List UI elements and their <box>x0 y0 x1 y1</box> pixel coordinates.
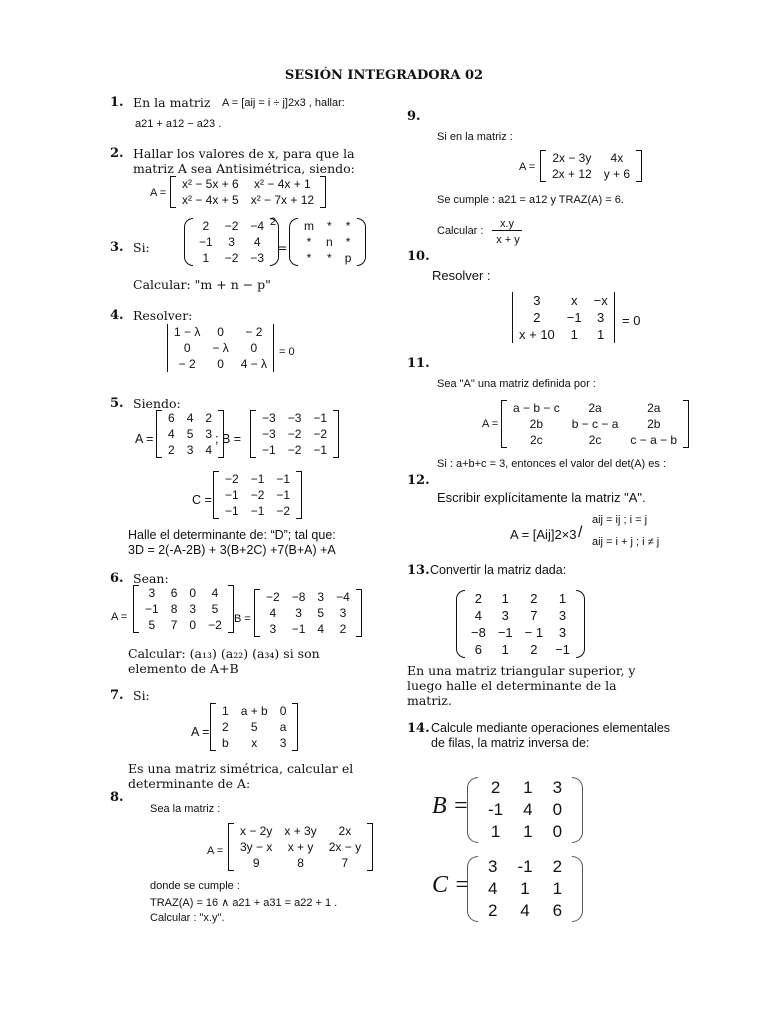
problem-4-text: Resolver: <box>133 308 193 323</box>
problem-14-matrix-b: 2 1 3 -1 4 0 1 1 0 <box>467 777 583 843</box>
problem-6-matrix-b: −2 −8 3 −4 4 3 5 3 3 −1 4 2 <box>254 589 362 637</box>
problem-4-determinant: 1 − λ 0 − 2 0 − λ 0 − 2 0 4 − λ <box>167 324 274 372</box>
problem-1-text: En la matriz <box>133 95 211 110</box>
problem-2-lhs: A = <box>150 187 167 199</box>
problem-13-text: Convertir la matriz dada: <box>430 563 567 577</box>
problem-5-matrix-c: −2 −1 −1 −1 −2 −1 −1 −1 −2 <box>213 471 302 519</box>
problem-10-number: 10. <box>407 249 430 264</box>
problem-6-matrix-a: 3 6 0 4 −1 8 3 5 5 7 0 −2 <box>133 585 234 633</box>
problem-10-determinant: 3 x −x 2 −1 3 x + 10 1 1 <box>512 292 615 343</box>
problem-5-number: 5. <box>110 396 124 411</box>
problem-7-matrix: 1 a + b 0 2 5 a b x 3 <box>210 703 298 751</box>
problem-11-lhs: A = <box>482 418 499 430</box>
problem-14-text-2: de filas, la matriz inversa de: <box>431 736 590 750</box>
problem-14-text-1: Calcule mediante operaciones elementales <box>431 721 671 735</box>
problem-12-number: 12. <box>407 473 430 488</box>
problem-14-matrix-c: 3 -1 2 4 1 1 2 4 6 <box>467 856 583 922</box>
problem-5-lhs-c: C = <box>192 493 212 507</box>
problem-2-text-1: Hallar los valores de x, para que la <box>133 146 355 161</box>
problem-1-formula: A = [aij = i ÷ j]2x3 , hallar: <box>222 97 345 109</box>
problem-11-number: 11. <box>407 356 430 371</box>
problem-9-text: Si en la matriz : <box>437 131 513 143</box>
problem-2-matrix: x² − 5x + 6 x² − 4x + 1 x² − 4x + 5 x² − 7x + 12 <box>170 176 326 208</box>
problem-12-formula: A = [Aij]2×3 <box>510 527 577 542</box>
problem-3-right-matrix: m * * * n * * * p <box>289 218 366 266</box>
problem-5-matrix-a: 6 4 2 4 5 3 2 3 4 <box>156 410 224 458</box>
problem-12-text: Escribir explícitamente la matriz "A". <box>437 490 646 505</box>
problem-4-number: 4. <box>110 308 124 323</box>
problem-6-number: 6. <box>110 571 124 586</box>
problem-9-number: 9. <box>407 109 421 124</box>
problem-6-text: Sean: <box>133 571 169 586</box>
problem-3-text: Si: <box>133 240 150 255</box>
problem-8-lhs: A = <box>207 845 224 857</box>
problem-5-text-3: 3D = 2(-A-2B) + 3(B+2C) +7(B+A) +A <box>128 543 336 557</box>
problem-12-case-1: aij = ij ; i = j <box>592 514 648 526</box>
problem-2-text-2: matriz A sea Antisimétrica, siendo: <box>133 161 355 176</box>
problem-13-text-2: En una matriz triangular superior, y <box>407 663 636 678</box>
problem-3-equals: = <box>277 240 288 255</box>
problem-14-number: 14. <box>407 721 430 736</box>
problem-14-lhs-b: B = <box>432 793 469 819</box>
problem-6-lhs-a: A = <box>111 611 128 623</box>
problem-3-calc: Calcular: "m + n − p" <box>133 277 271 292</box>
problem-10-equals: = 0 <box>622 313 641 328</box>
problem-5-text-2: Halle el determinante de: “D”; tal que: <box>128 528 336 542</box>
problem-13-number: 13. <box>407 563 430 578</box>
problem-1-number: 1. <box>110 95 124 110</box>
problem-10-text: Resolver : <box>432 268 491 283</box>
problem-5-matrix-b: −3 −3 −1 −3 −2 −2 −1 −2 −1 <box>250 410 339 458</box>
problem-12-case-2: aij = i + j ; i ≠ j <box>592 536 660 548</box>
problem-9-matrix: 2x − 3y 4x 2x + 12 y + 6 <box>540 150 642 182</box>
problem-5-text: Siendo: <box>133 396 181 411</box>
problem-8-text: Sea la matriz : <box>150 803 221 815</box>
problem-13-text-3: luego halle el determinante de la <box>407 678 617 693</box>
problem-11-text: Sea "A" una matriz definida por : <box>437 378 596 390</box>
problem-8-matrix: x − 2y x + 3y 2x 3y − x x + y 2x − y 9 8 7 <box>228 823 373 871</box>
problem-6-text-3: elemento de A+B <box>128 661 239 676</box>
problem-12-slash: / <box>578 524 583 541</box>
page-title: SESIÓN INTEGRADORA 02 <box>284 68 484 83</box>
problem-5-lhs-b: ; B = <box>215 432 242 446</box>
problem-7-text-3: determinante de A: <box>128 776 251 791</box>
problem-1-calc: a21 + a12 − a23 . <box>135 118 222 130</box>
problem-13-text-4: matriz. <box>407 693 452 708</box>
problem-11-matrix: a − b − c 2a 2a 2b b − c − a 2b 2c 2c c − a − b <box>501 400 689 448</box>
problem-9-condition: Se cumple : a21 = a12 y TRAZ(A) = 6. <box>437 194 624 206</box>
problem-6-text-2: Calcular: (a₁₃) (a₂₂) (a₃₄) si son <box>128 646 320 661</box>
problem-9-lhs: A = <box>519 161 536 173</box>
problem-8-text-2: donde se cumple : <box>150 880 240 892</box>
problem-2-number: 2. <box>110 146 124 161</box>
problem-4-equals: = 0 <box>279 346 295 358</box>
problem-13-matrix: 2 1 2 1 4 3 7 3 −8 −1 − 1 3 6 1 2 −1 <box>456 590 585 658</box>
problem-8-calc: Calcular : "x.y". <box>150 912 225 924</box>
problem-8-condition: TRAZ(A) = 16 ∧ a21 + a31 = a22 + 1 . <box>150 897 338 909</box>
problem-7-text: Si: <box>133 688 150 703</box>
problem-11-condition: Si : a+b+c = 3, entonces el valor del det(A) es : <box>437 458 666 470</box>
problem-6-lhs-b: B = <box>234 613 251 625</box>
problem-3-exponent: 2 <box>270 216 277 228</box>
problem-9-fraction-denominator: x + y <box>496 234 520 246</box>
problem-7-number: 7. <box>110 688 124 703</box>
problem-3-left-matrix: 2 −2 −4 −1 3 4 1 −2 −3 <box>184 218 279 266</box>
problem-7-lhs: A = <box>191 725 210 739</box>
problem-5-lhs-a: A = <box>135 432 154 446</box>
problem-9-fraction-numerator: x.y <box>492 218 522 231</box>
problem-14-lhs-c: C = <box>432 872 471 898</box>
problem-9-calc: Calcular : <box>437 225 484 237</box>
problem-7-text-2: Es una matriz simétrica, calcular el <box>128 761 354 776</box>
problem-8-number: 8. <box>110 790 124 805</box>
problem-3-number: 3. <box>110 240 124 255</box>
